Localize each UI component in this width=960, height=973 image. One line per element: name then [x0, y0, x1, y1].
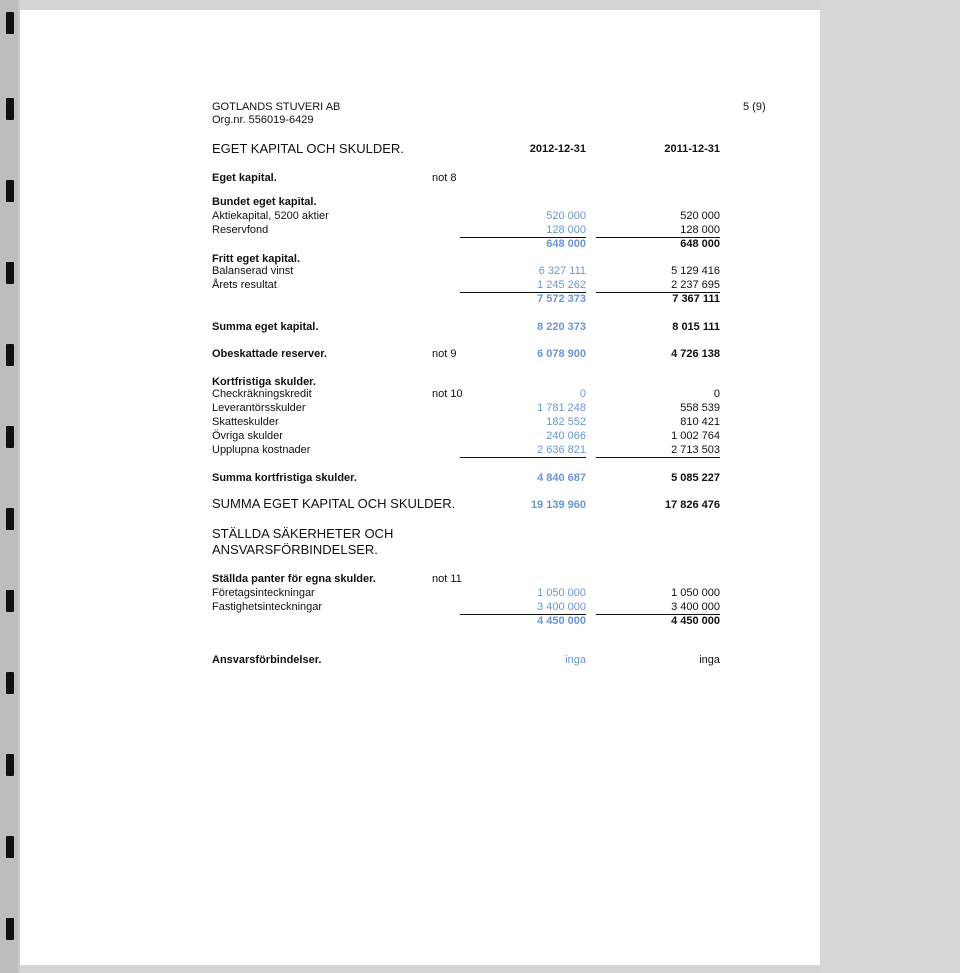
- note-10: not 10: [432, 388, 463, 400]
- column-header-2011: 2011-12-31: [664, 143, 720, 155]
- foretag-2012: 1 050 000: [537, 587, 586, 599]
- kortfristiga-row-2011: 558 539: [680, 402, 720, 414]
- balanserad-2011: 5 129 416: [671, 265, 720, 277]
- kortfristiga-label: Kortfristiga skulder.: [212, 376, 316, 388]
- summa-total-2011: 17 826 476: [664, 499, 720, 511]
- scan-edge-bottom: [20, 965, 820, 973]
- kortfristiga-row-label: Upplupna kostnader: [212, 444, 311, 456]
- kortfristiga-row-label: Skatteskulder: [212, 416, 279, 428]
- kortfristiga-row-2011: 1 002 764: [671, 430, 720, 442]
- org-number: Org.nr. 556019-6429: [212, 114, 314, 126]
- kortfristiga-row-label: Checkräkningskredit: [212, 388, 312, 400]
- kortfristiga-row-2011: 810 421: [680, 416, 720, 428]
- page-number: 5 (9): [743, 101, 766, 113]
- reservfond-label: Reservfond: [212, 224, 269, 236]
- section-title: EGET KAPITAL OCH SKULDER.: [212, 141, 404, 156]
- kortfristiga-row-2012: 0: [579, 388, 586, 400]
- eget-kapital-label: Eget kapital.: [212, 172, 277, 184]
- note-8: not 8: [432, 172, 457, 184]
- bundet-label: Bundet eget kapital.: [212, 196, 317, 208]
- fastighet-2011: 3 400 000: [596, 601, 720, 615]
- foretag-2011: 1 050 000: [671, 587, 720, 599]
- reservfond-2012: 128 000: [460, 224, 586, 238]
- stallda-title-line1: STÄLLDA SÄKERHETER OCH: [212, 526, 394, 541]
- binder-strip: [0, 0, 18, 973]
- ansvar-label: Ansvarsförbindelser.: [212, 654, 322, 666]
- fritt-label: Fritt eget kapital.: [212, 253, 301, 265]
- kortfristiga-row-2012: 1 781 248: [537, 402, 586, 414]
- kortfristiga-row-2012: 2 636 821: [460, 444, 586, 458]
- summa-kortfristiga-label: Summa kortfristiga skulder.: [212, 472, 357, 484]
- scan-edge-right: [820, 0, 960, 973]
- ansvar-2011: inga: [699, 654, 720, 666]
- summa-eget-label: Summa eget kapital.: [212, 321, 319, 333]
- bundet-sum-2011: 648 000: [680, 238, 720, 250]
- arets-resultat-label: Årets resultat: [212, 279, 277, 291]
- kortfristiga-row-2011: 0: [713, 388, 720, 400]
- summa-kortfristiga-2011: 5 085 227: [671, 472, 720, 484]
- obeskattade-2012: 6 078 900: [537, 348, 586, 360]
- reservfond-2011: 128 000: [596, 224, 720, 238]
- arets-resultat-2011: 2 237 695: [596, 279, 720, 293]
- obeskattade-label: Obeskattade reserver.: [212, 348, 327, 360]
- stallda-label: Ställda panter för egna skulder.: [212, 573, 376, 585]
- balanserad-label: Balanserad vinst: [212, 265, 294, 277]
- aktiekapital-label: Aktiekapital, 5200 aktier: [212, 210, 329, 222]
- aktiekapital-2012: 520 000: [546, 210, 586, 222]
- summa-eget-2012: 8 220 373: [537, 321, 586, 333]
- kortfristiga-row-label: Övriga skulder: [212, 430, 283, 442]
- stallda-sum-2012: 4 450 000: [537, 615, 586, 627]
- kortfristiga-row-2012: 240 066: [546, 430, 586, 442]
- fastighet-2012: 3 400 000: [460, 601, 586, 615]
- summa-kortfristiga-2012: 4 840 687: [537, 472, 586, 484]
- obeskattade-2011: 4 726 138: [671, 348, 720, 360]
- ansvar-2012: inga: [565, 654, 586, 666]
- note-11: not 11: [432, 573, 462, 585]
- fastighet-label: Fastighetsinteckningar: [212, 601, 323, 613]
- fritt-sum-2011: 7 367 111: [672, 293, 720, 305]
- stallda-title-line2: ANSVARSFÖRBINDELSER.: [212, 542, 378, 557]
- document-page: [20, 10, 820, 965]
- scan-edge-top: [20, 0, 820, 10]
- summa-total-label: SUMMA EGET KAPITAL OCH SKULDER.: [212, 496, 456, 511]
- bundet-sum-2012: 648 000: [546, 238, 586, 250]
- kortfristiga-row-label: Leverantörsskulder: [212, 402, 306, 414]
- company-name: GOTLANDS STUVERI AB: [212, 101, 341, 113]
- fritt-sum-2012: 7 572 373: [537, 293, 586, 305]
- arets-resultat-2012: 1 245 262: [460, 279, 586, 293]
- kortfristiga-row-2012: 182 552: [546, 416, 586, 428]
- stallda-sum-2011: 4 450 000: [671, 615, 720, 627]
- summa-total-2012: 19 139 960: [530, 499, 586, 511]
- aktiekapital-2011: 520 000: [680, 210, 720, 222]
- kortfristiga-row-2011: 2 713 503: [596, 444, 720, 458]
- balanserad-2012: 6 327 111: [538, 265, 586, 277]
- note-9: not 9: [432, 348, 457, 360]
- foretag-label: Företagsinteckningar: [212, 587, 315, 599]
- summa-eget-2011: 8 015 111: [672, 321, 720, 333]
- column-header-2012: 2012-12-31: [529, 143, 586, 155]
